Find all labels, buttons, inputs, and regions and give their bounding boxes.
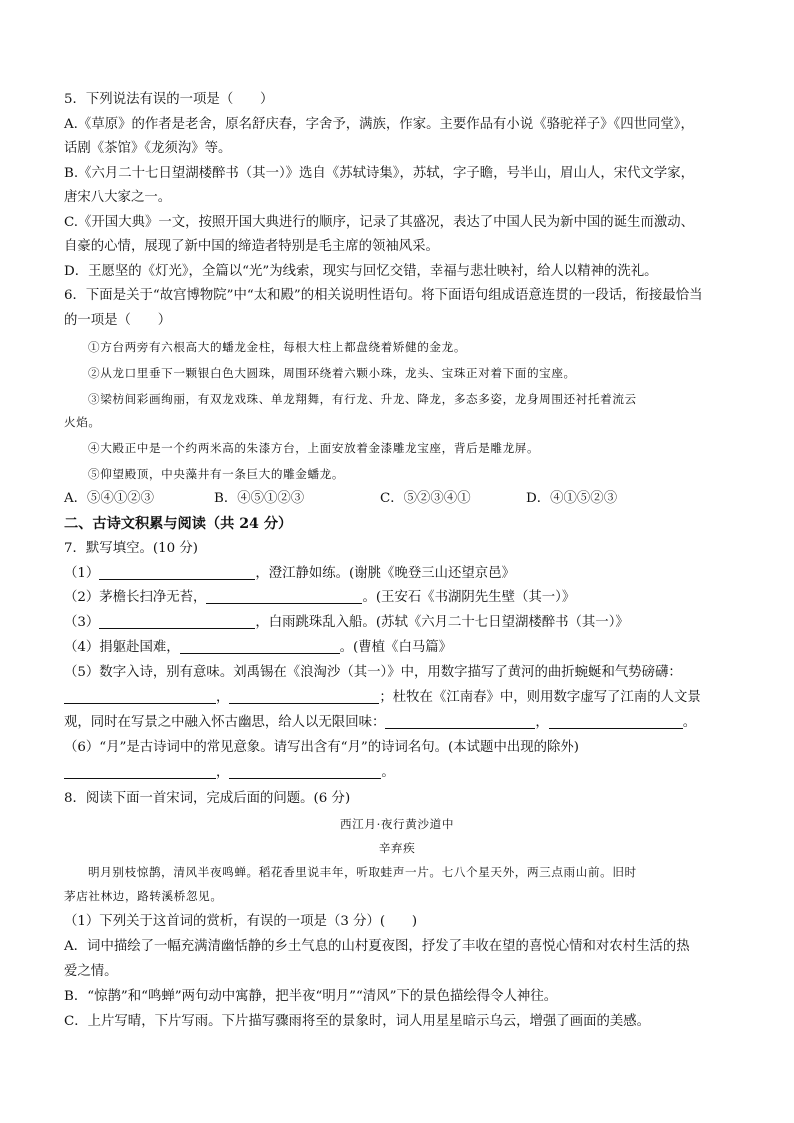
q7-item-4: （4）捐躯赴国难， 。(曹植《白马篇》 [64,640,453,655]
q6-option-d: D．④①⑤②③ [526,491,618,506]
q7-item-3: （3） ，白雨跳珠乱入船。(苏轼《六月二十七日望湖楼醉书（其一）》 [64,615,629,630]
q7-item-1: （1） ，澄江静如练。(谢朓《晚登三山还望京邑》 [64,566,515,581]
poem-line-2: 茅店社林边，路转溪桥忽见。 [64,889,223,903]
q5-option-c-line1: C.《开国大典》一文，按照开国大典进行的顺序，记录了其盛况，表达了中国人民为新中国的诞生而激动、 [64,215,694,230]
q6-stem-line2: 的一项是（ ） [64,313,172,328]
q7-item-5-line2: ， ；杜牧在《江南春》中，则用数字虚写了江南的人文景 [64,688,734,708]
poem-line-1: 明月别枝惊鹊，清风半夜鸣蝉。稻花香里说丰年，听取蛙声一片。七八个星天外，两三点雨山前。旧时 [88,865,637,879]
q8-option-c: C．上片写晴，下片写雨。下片描写骤雨将至的景象时，词人用星星暗示乌云，增强了画面的美感。 [64,1014,651,1029]
q5-option-b-line2: 唐宋八大家之一。 [64,190,172,205]
answer-blank[interactable] [99,613,255,629]
q6-sentence-5: ⑤仰望殿顶，中央藻井有一条巨大的雕金蟠龙。 [88,467,345,481]
q8-option-b: B．“惊鹊”和“鸣蝉”两句动中寓静，把半夜“明月”“清风”下的景色描绘得令人神往。 [64,989,558,1004]
answer-blank[interactable] [64,763,216,779]
q7-item-2: （2）茅檐长扫净无苔， 。(王安石《书湖阴先生壁（其一）》 [64,590,576,605]
q7-item-5-line3: 观，同时在写景之中融入怀古幽思，给人以无限回味： ， 。 [64,715,697,730]
section-2-heading: 二、古诗文积累与阅读（共 24 分） [64,516,293,532]
q5-option-b-line1: B.《六月二十七日望湖楼醉书（其一）》选自《苏轼诗集》，苏轼，字子瞻，号半山，眉山人，宋代文学家， [64,166,695,181]
q5-option-c-line2: 自豪的心情，展现了新中国的缔造者特别是毛主席的领袖风采。 [64,239,439,254]
q6-sentence-3-line1: ③梁枋间彩画绚丽，有双龙戏珠、单龙翔舞，有行龙、升龙、降龙，多态多姿，龙身周围还衬托着流云 [88,392,637,406]
q7-item-6-line2: ， 。 [64,763,734,783]
answer-blank[interactable] [385,713,535,729]
answer-blank[interactable] [180,638,340,654]
q6-sentence-2: ②从龙口里垂下一颗银白色大圆珠，周围环绕着六颗小珠，龙头、宝珠正对着下面的宝座。 [88,366,576,380]
q5-option-a-line1: A.《草原》的作者是老舍，原名舒庆春，字舍予，满族，作家。主要作品有小说《骆驼祥子》《四世同堂》， [64,117,694,132]
answer-blank[interactable] [64,688,216,704]
q7-item-5-line1: （5）数字入诗，别有意味。刘禹锡在《浪淘沙（其一）》中，用数字描写了黄河的曲折蜿蜒和气势磅礴： [64,665,682,680]
answer-blank[interactable] [229,763,381,779]
q6-option-b: B．④⑤①②③ [214,491,305,506]
q8-sub1-stem: （1）下列关于这首词的赏析，有误的一项是（3 分）( ) [64,914,418,929]
q8-option-a-line1: A．词中描绘了一幅充满清幽恬静的乡土气息的山村夏夜图，抒发了丰收在望的喜悦心情和对农村生活的热 [64,939,690,954]
q6-sentence-1: ①方台两旁有六根高大的蟠龙金柱，每根大柱上都盘绕着矫健的金龙。 [88,340,467,354]
q8-option-a-line2: 爱之情。 [64,964,118,979]
q6-sentence-3-line2: 火焰。 [64,415,101,429]
answer-blank[interactable] [99,564,255,580]
q6-option-a: A．⑤④①②③ [64,491,155,506]
q6-options [64,489,734,509]
q8-stem: 8．阅读下面一首宋词，完成后面的问题。(6 分) [64,791,351,806]
q7-item-6-line1: （6）“月”是古诗词中的常见意象。请写出含有“月”的诗词名句。(本试题中出现的除外) [64,740,580,755]
q6-option-c: C．⑤②③④① [380,491,471,506]
answer-blank[interactable] [229,688,379,704]
q5-option-a-line2: 话剧《茶馆》《龙须沟》等。 [64,141,232,156]
answer-blank[interactable] [549,713,683,729]
q5-option-d: D．王愿坚的《灯光》，全篇以“光”为线索，现实与回忆交错，幸福与悲壮映衬，给人以精神的洗礼。 [64,264,658,279]
poem-author: 辛弃疾 [378,841,416,855]
q5-stem: 5．下列说法有误的一项是（ ） [64,92,274,107]
q6-sentence-4: ④大殿正中是一个约两米高的朱漆方台，上面安放着金漆雕龙宝座，背后是雕龙屏。 [88,441,540,455]
q6-stem-line1: 6．下面是关于“故宫博物院”中“太和殿”的相关说明性语句。将下面语句组成语意连贯的一段话，衔接最恰当 [64,288,703,303]
poem-title: 西江月·夜行黄沙道中 [339,817,455,831]
answer-blank[interactable] [206,588,362,604]
q7-stem: 7．默写填空。(10 分) [64,541,198,556]
